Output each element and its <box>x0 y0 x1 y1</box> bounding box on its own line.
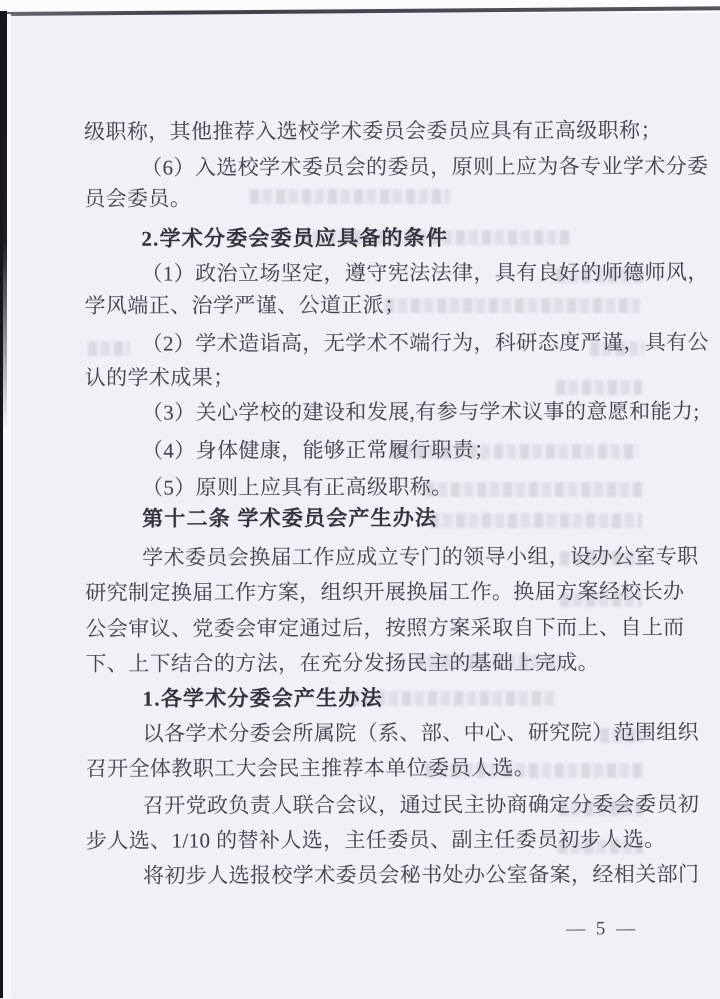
text-line: 公会审议、党委会审定通过后，按照方案采取自下而上、自上而 <box>85 615 685 641</box>
text-line: 召开全体教职工大会民主推荐本单位委员人选。 <box>85 755 536 781</box>
section-heading: 第十二条 学术委员会产生办法 <box>142 505 438 531</box>
text-line: 将初步人选报校学术委员会秘书处办公室备案，经相关部门 <box>142 862 700 888</box>
text-line: （4）身体健康，能够正常履行职责； <box>141 437 496 463</box>
text-line: 认的学术成果； <box>84 365 235 390</box>
text-line: 学风端正、治学严谨、公道正派； <box>84 292 406 318</box>
text-line: 级职称，其他推荐入选校学术委员会委员应具有正高级职称； <box>84 118 662 144</box>
text-line: （6）入选校学术委员会的委员，原则上应为各专业学术分委 <box>141 154 709 180</box>
text-line: 研究制定换届工作方案，组织开展换届工作。换届方案经校长办 <box>85 579 685 605</box>
text-line: 以各学术分委会所属院（系、部、中心、研究院）范围组织 <box>142 720 700 746</box>
text-line: 学术委员会换届工作应成立专门的领导小组，设办公室专职 <box>142 544 699 570</box>
text-line: 下、上下结合的方法，在充分发扬民主的基础上完成。 <box>85 650 600 676</box>
section-heading: 2.学术分委会委员应具备的条件 <box>141 225 449 251</box>
text-line: （1）政治立场坚定，遵守宪法法律，具有良好的师德师风， <box>141 260 709 286</box>
text-line: 员会委员。 <box>84 186 192 211</box>
section-heading: 1.各学术分委会产生办法 <box>142 685 383 711</box>
text-line: （3）关心学校的建设和发展,有参与学术议事的意愿和能力; <box>141 399 700 425</box>
text-line: 召开党政负责人联合会议，通过民主协商确定分委会委员初 <box>142 792 700 818</box>
text-line: 步人选、1/10 的替补人选，主任委员、副主任委员初步人选。 <box>85 827 666 853</box>
text-line: （5）原则上应具有正高级职称。 <box>141 474 453 500</box>
text-line: （2）学术造诣高，无学术不端行为，科研态度严谨，具有公 <box>141 330 709 356</box>
page-number: — 5 — <box>566 918 639 940</box>
